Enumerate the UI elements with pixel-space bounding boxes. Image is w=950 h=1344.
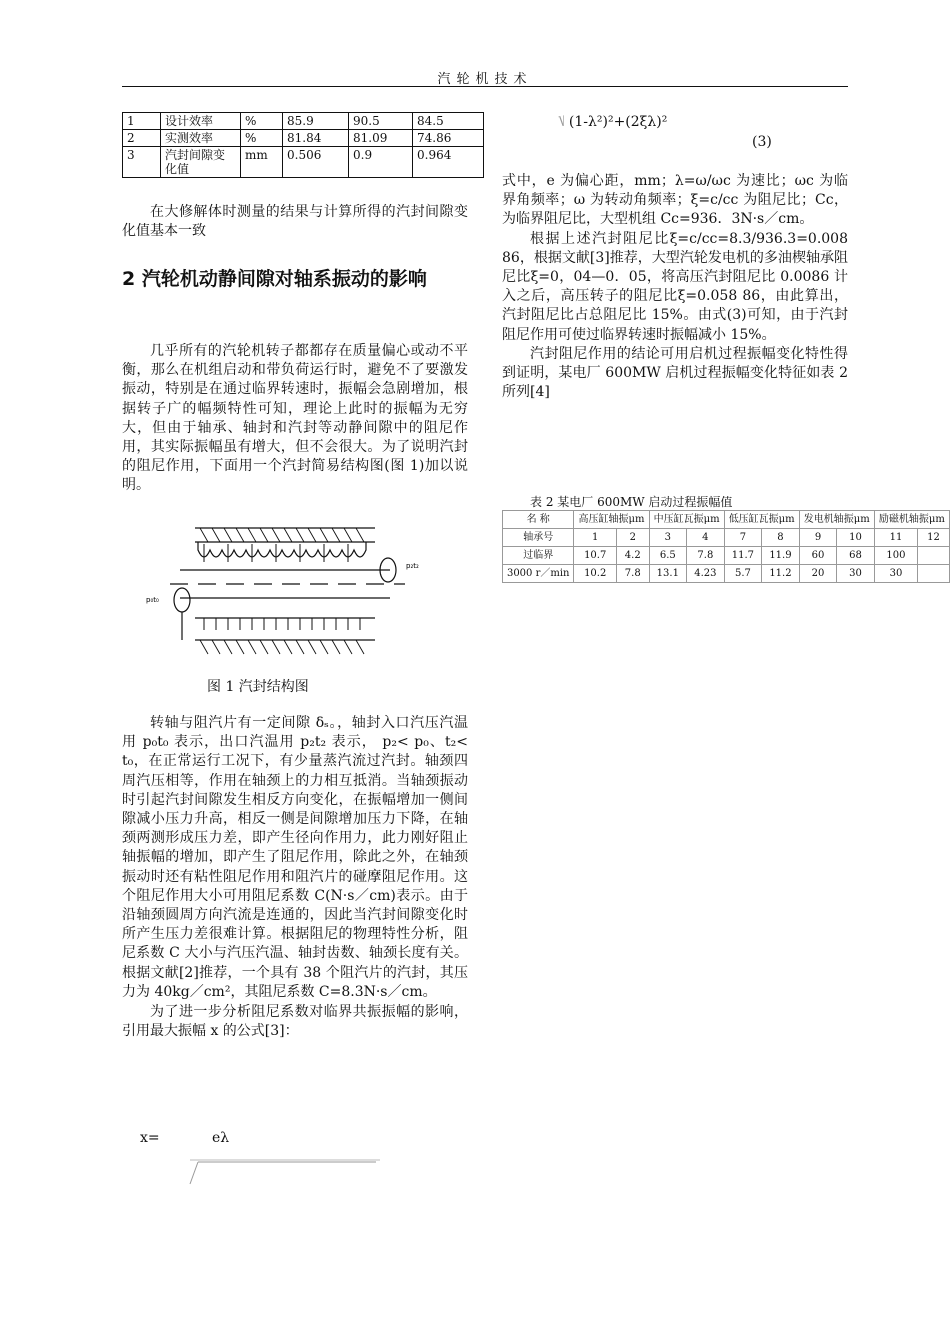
table-cell: 7 — [724, 529, 762, 547]
paragraph-damping-ratio: 根据上述汽封阻尼比ξ=c/cc=8.3/936.3=0.008 86，根据文献[3]推荐，大型汽轮发电机的多油楔轴承阻尼比ξ=0，04—0．05，将高压汽封阻尼比 0.0086 计入之后，高压转子的阻尼比ξ=0.058 86，由此算出，汽封阻尼比占总阻尼比 15%。由式(3)可知，由于汽封阻尼作用可使过临界转速时振幅减小 15%。 — [502, 230, 848, 343]
table2-title: 表 2 某电厂 600MW 启动过程振幅值 — [530, 495, 733, 509]
paragraph-conclusion: 在大修解体时测量的结果与计算所得的汽封间隙变化值基本一致 — [122, 204, 468, 240]
table-cell: 4 — [687, 529, 725, 547]
table-cell: 低压缸瓦振μm — [724, 511, 799, 529]
table-cell: 过临界 — [503, 547, 574, 565]
table-cell: 11 — [874, 529, 917, 547]
inlet-label: p₀t₀ — [146, 596, 159, 604]
table-cell: 1 — [123, 113, 161, 130]
table-cell: 发电机轴振μm — [799, 511, 874, 529]
table-header-row — [503, 511, 950, 529]
table-cell: 6.5 — [649, 547, 687, 565]
table-cell: 90.5 — [349, 113, 413, 130]
table-cell: 11.9 — [762, 547, 800, 565]
section-heading: 2 汽轮机动静间隙对轴系振动的影响 — [122, 268, 427, 290]
table-cell: 84.5 — [413, 113, 484, 130]
table-cell: 9 — [799, 529, 837, 547]
table-cell: 1 — [574, 529, 617, 547]
efficiency-table — [122, 112, 484, 178]
table-cell: 8 — [762, 529, 800, 547]
table-row — [123, 113, 484, 130]
table-cell: 85.9 — [283, 113, 349, 130]
table-cell: 3 — [123, 147, 161, 178]
table-row — [123, 147, 484, 178]
table-cell: 5.7 — [724, 565, 762, 583]
paragraph-intro: 几乎所有的汽轮机转子都都存在质量偏心或动不平衡，那么在机组启动和带负荷运行时，避免不了要激发振动，特别是在通过临界转速时，振幅会急剧增加，根据转子广的幅频特性可知，理论上此时的振幅为无穷大，但由于轴承、轴封和汽封等动静间隙中的阻尼作用，其实际振幅虽有增大，但不会很大。为了说明汽封的阻尼作用，下面用一个汽封简易结构图(图 1)加以说明。 — [122, 343, 468, 494]
table-cell: 10 — [837, 529, 875, 547]
formula-denominator-text: (1-λ²)²+(2ξλ)² — [568, 114, 668, 130]
table-row — [503, 547, 950, 565]
outlet-label: p₂t₂ — [406, 562, 419, 570]
table-cell: 60 — [799, 547, 837, 565]
table-cell: 11.7 — [724, 547, 762, 565]
table-row — [503, 565, 950, 583]
table-cell: 13.1 — [649, 565, 687, 583]
table-cell: 30 — [874, 565, 917, 583]
table-cell: 3 — [649, 529, 687, 547]
paragraph-damping: 转轴与阻汽片有一定间隙 δₛ。，轴封入口汽压汽温用 p₀t₀ 表示，出口汽温用 p₂t₂ 表示， p₂< p₀、t₂< t₀，在正常运行工况下，有少量蒸汽流过汽封。轴颈四周汽压相等，作用在轴颈上的力相互抵消。当轴颈振动时引起汽封间隙发生相反方向变化，在振幅增加一侧间隙减小压力升高，相反一侧是间隙增加压力下降，在轴颈两测形成压力差，即产生径向作用力，此力刚好阻止轴振幅的增加，即产生了阻尼作用，除此之外，在轴颈振动时还有粘性阻尼作用和阻汽片的碰摩阻尼作用。这个阻尼作用大小可用阻尼系数 C(N·s／cm)表示。由于沿轴颈圆周方向汽流是连通的，因此当汽封间隙变化时所产生压力差很难计算。根据阻尼的物理特性分析，阻尼系数 C 大小与汽压汽温、轴封齿数、轴颈长度有关。根据文献[2]推荐，一个具有 38 个阻汽片的汽封，其压力为 40kg／cm²，其阻尼系数 C=8.3N·s／cm。 — [122, 715, 468, 1000]
seal-structure-figure — [140, 520, 430, 660]
table-cell: 高压缸轴振μm — [574, 511, 649, 529]
table-cell — [918, 565, 950, 583]
table-cell: 12 — [918, 529, 950, 547]
paragraph-startup: 汽封阻尼作用的结论可用启机过程振幅变化特性得到证明，某电厂 600MW 启机过程振幅变化特征如表 2 所列[4] — [502, 345, 848, 401]
amplitude-table — [502, 510, 950, 583]
table-row — [123, 130, 484, 147]
figure-caption: 图 1 汽封结构图 — [207, 679, 309, 695]
table-cell: 4.2 — [616, 547, 649, 565]
table-cell: 68 — [837, 547, 875, 565]
table-cell: 81.84 — [283, 130, 349, 147]
table-cell: 11.2 — [762, 565, 800, 583]
table-cell: 0.506 — [283, 147, 349, 178]
table-cell: % — [241, 113, 283, 130]
table-cell: 0.964 — [413, 147, 484, 178]
table-cell: 名 称 — [503, 511, 574, 529]
table-cell: 轴承号 — [503, 529, 574, 547]
table-cell: 2 — [123, 130, 161, 147]
table-cell: 10.2 — [574, 565, 617, 583]
table-cell: 81.09 — [349, 130, 413, 147]
formula-lhs: x= — [140, 1130, 160, 1146]
table-cell: 7.8 — [616, 565, 649, 583]
table-cell: 100 — [874, 547, 917, 565]
table-cell: 20 — [799, 565, 837, 583]
table-cell: 2 — [616, 529, 649, 547]
formula-denominator: ⎷ (1-λ²)²+(2ξλ)² — [556, 114, 668, 130]
table-cell: 7.8 — [687, 547, 725, 565]
table-cell: 74.86 — [413, 130, 484, 147]
table-cell: 汽封间隙变化值 — [161, 147, 241, 178]
formula-radical — [186, 1148, 386, 1188]
formula-number: (3) — [752, 134, 772, 150]
table-cell: mm — [241, 147, 283, 178]
paragraph-variables: 式中，e 为偏心距，mm；λ=ω/ωc 为速比；ωc 为临界角频率；ω 为转动角频率；ξ=c/cc 为阻尼比；Cc，为临界阻尼比，大型机组 Cc=936．3N·s／cm。 — [502, 173, 848, 228]
table-cell: 励磁机轴振μm — [874, 511, 949, 529]
table-cell: 实测效率 — [161, 130, 241, 147]
paragraph-formula-intro: 为了进一步分析阻尼系数对临界共振振幅的影响，引用最大振幅 x 的公式[3]： — [122, 1004, 468, 1040]
table-cell: 4.23 — [687, 565, 725, 583]
table-cell: % — [241, 130, 283, 147]
table-cell: 0.9 — [349, 147, 413, 178]
table-cell: 10.7 — [574, 547, 617, 565]
running-header: 汽轮机技术 — [437, 72, 533, 87]
table-header-row — [503, 529, 950, 547]
table-cell: 3000 r／min — [503, 565, 574, 583]
header-rule — [122, 86, 848, 87]
table-cell: 设计效率 — [161, 113, 241, 130]
table-cell: 中压缸瓦振μm — [649, 511, 724, 529]
table-cell: 30 — [837, 565, 875, 583]
formula-numerator: eλ — [212, 1130, 230, 1146]
table-cell — [918, 547, 950, 565]
